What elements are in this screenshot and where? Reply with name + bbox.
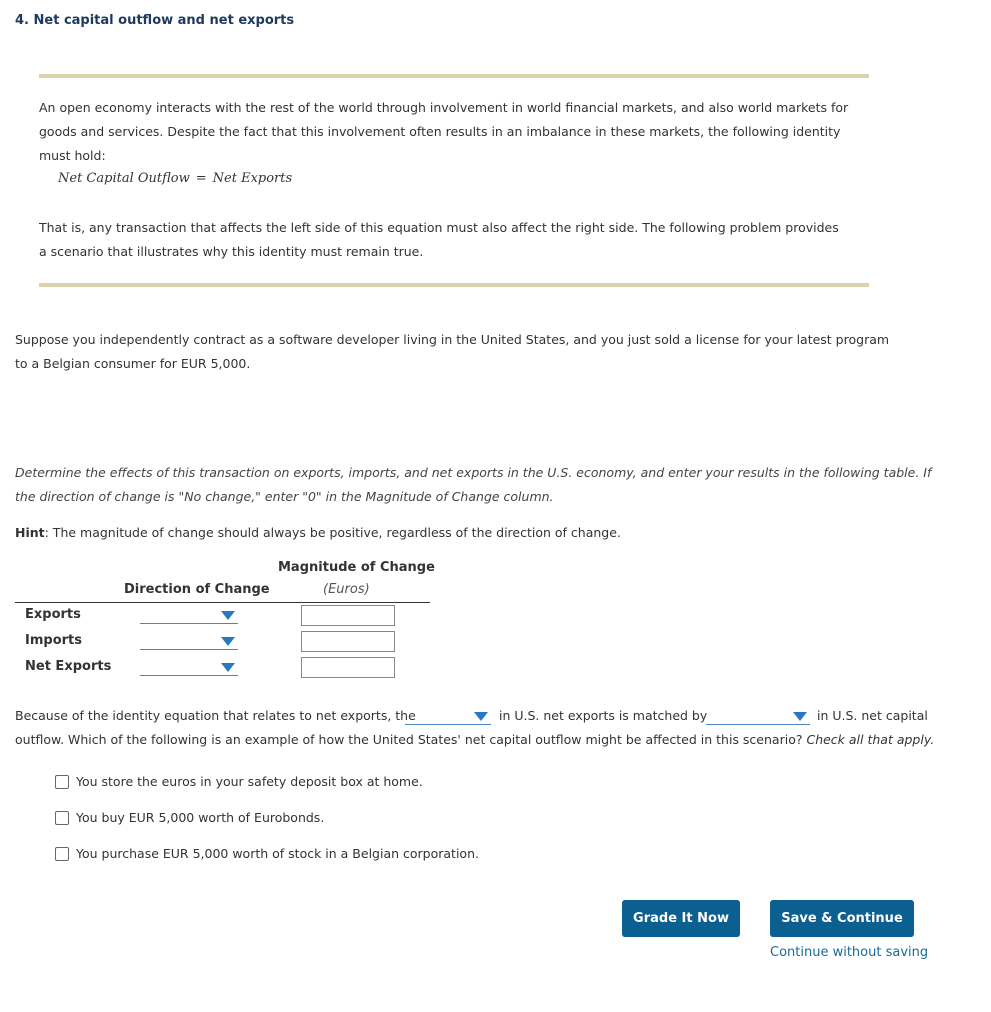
equation-right: Net Exports bbox=[212, 171, 293, 186]
imports-magnitude-input[interactable] bbox=[301, 631, 395, 652]
intro-paragraph-2: That is, any transaction that affects the left side of this equation must also affect the right side. The following problem provides a scenario that illustrates why this identity must remain true. bbox=[39, 220, 839, 259]
equation-operator: = bbox=[195, 171, 207, 186]
magnitude-unit-header: (Euros) bbox=[323, 582, 370, 597]
option-2-label[interactable]: You buy EUR 5,000 worth of Eurobonds. bbox=[76, 810, 325, 825]
row-label-exports: Exports bbox=[25, 607, 81, 622]
net-exports-change-dropdown[interactable] bbox=[405, 706, 491, 725]
option-2-checkbox[interactable] bbox=[55, 811, 69, 825]
intro-paragraph-1: An open economy interacts with the rest of the world through involvement in world financial markets, and also world markets for goods and services. Despite the fact that this involvement often results in an imbalance in these markets, the following identity must hold: bbox=[39, 100, 849, 163]
imports-direction-dropdown[interactable] bbox=[140, 631, 238, 650]
identity-sentence-part1: Because of the identity equation that relates to net exports, the bbox=[15, 708, 416, 723]
row-label-imports: Imports bbox=[25, 633, 82, 648]
grade-it-now-button[interactable]: Grade It Now bbox=[622, 900, 740, 937]
continue-without-saving-link[interactable]: Continue without saving bbox=[770, 945, 929, 960]
chevron-down-icon bbox=[793, 712, 807, 721]
hint-text bbox=[15, 521, 915, 545]
identity-equation bbox=[58, 171, 292, 186]
exports-magnitude-input[interactable] bbox=[301, 605, 395, 626]
exports-direction-dropdown[interactable] bbox=[140, 605, 238, 624]
chevron-down-icon bbox=[221, 637, 235, 646]
scenario-text: Suppose you independently contract as a software developer living in the United States, and you just sold a license for your latest program to a Belgian consumer for EUR 5,000. bbox=[15, 332, 890, 371]
option-1-label[interactable]: You store the euros in your safety deposit box at home. bbox=[76, 774, 423, 789]
bottom-divider bbox=[39, 283, 869, 287]
instruction-text: Determine the effects of this transaction on exports, imports, and net exports in the U.S. economy, and enter your results in the following table. If the direction of change is "No change," enter "0" in the Magnitude of Change column. bbox=[15, 465, 932, 504]
question-title: 4. Net capital outflow and net exports bbox=[15, 13, 295, 28]
option-3-checkbox[interactable] bbox=[55, 847, 69, 861]
identity-sentence-part3: in U.S. net capital bbox=[817, 708, 928, 723]
option-1-checkbox[interactable] bbox=[55, 775, 69, 789]
magnitude-header: Magnitude of Change bbox=[278, 560, 435, 575]
check-all-note: Check all that apply. bbox=[806, 732, 935, 747]
table-header-rule bbox=[15, 602, 430, 603]
identity-sentence-part4: outflow. Which of the following is an example of how the United States' net capital outflow might be affected in this scenario? bbox=[15, 732, 803, 747]
net-exports-direction-dropdown[interactable] bbox=[140, 657, 238, 676]
top-divider bbox=[39, 74, 869, 78]
hint-label: Hint bbox=[15, 525, 45, 540]
net-capital-outflow-change-dropdown[interactable] bbox=[706, 706, 810, 725]
equation-left: Net Capital Outflow bbox=[58, 171, 190, 186]
chevron-down-icon bbox=[221, 611, 235, 620]
row-label-net-exports: Net Exports bbox=[25, 659, 112, 674]
net-exports-magnitude-input[interactable] bbox=[301, 657, 395, 678]
hint-body: : The magnitude of change should always be positive, regardless of the direction of change. bbox=[44, 525, 621, 540]
option-3-label[interactable]: You purchase EUR 5,000 worth of stock in a Belgian corporation. bbox=[76, 846, 479, 861]
identity-sentence-continued bbox=[15, 728, 945, 752]
chevron-down-icon bbox=[221, 663, 235, 672]
identity-sentence-part2: in U.S. net exports is matched by bbox=[499, 708, 708, 723]
direction-header: Direction of Change bbox=[124, 582, 270, 597]
chevron-down-icon bbox=[474, 712, 488, 721]
save-and-continue-button[interactable]: Save & Continue bbox=[770, 900, 914, 937]
